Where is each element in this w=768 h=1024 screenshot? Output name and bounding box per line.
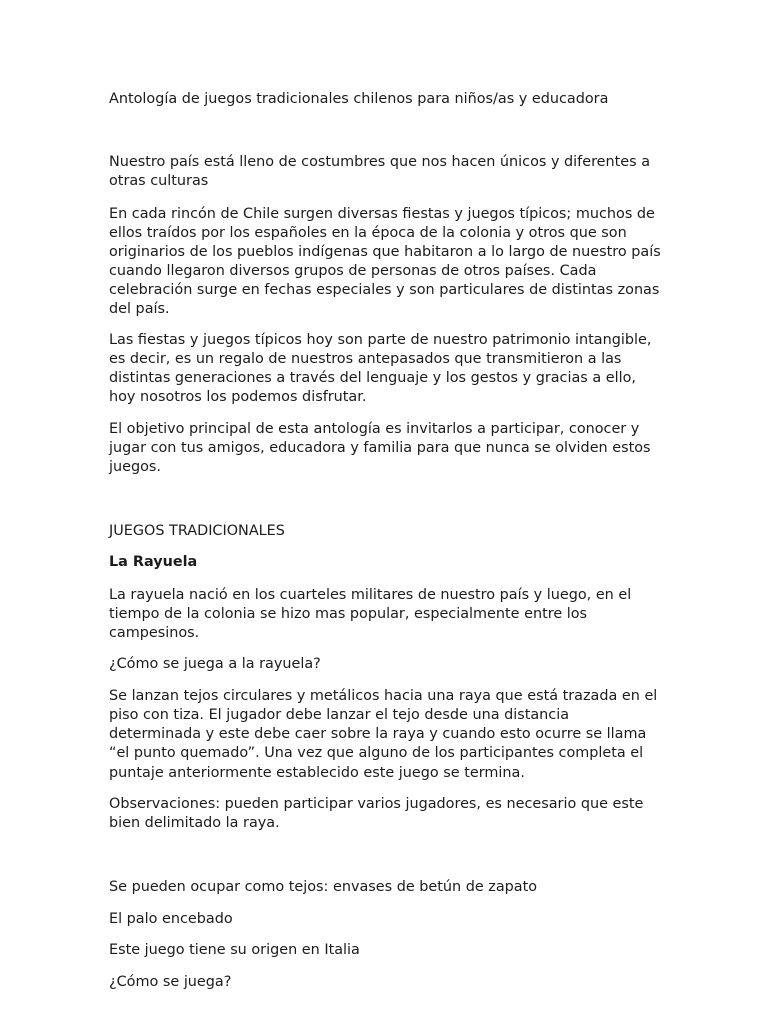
section-label: JUEGOS TRADICIONALES: [109, 523, 285, 539]
rayuela-tejos-note: Se pueden ocupar como tejos: envases de betún de zapato: [109, 879, 538, 895]
rayuela-history-line-2: tiempo de la colonia se hizo mas popular, especialmente entre los: [109, 606, 588, 622]
paragraph-3-line-3: juegos.: [109, 459, 161, 475]
palo-encebado-how-question: ¿Cómo se juega?: [109, 974, 232, 990]
rayuela-how-question: ¿Cómo se juega a la rayuela?: [109, 656, 321, 672]
rayuela-observations-line-2: bien delimitado la raya.: [109, 815, 280, 831]
rayuela-rules-line-2: piso con tiza. El jugador debe lanzar el tejo desde una distancia: [109, 707, 570, 723]
paragraph-1-line-6: del país.: [109, 301, 170, 317]
paragraph-2-line-3: distintas generaciones a través del lenguaje y los gestos y gracias a ello,: [109, 370, 636, 386]
paragraph-1-line-4: cuando llegaron diversos grupos de personas de otros países. Cada: [109, 263, 597, 279]
rayuela-rules-line-5: puntaje anteriormente establecido este juego se termina.: [109, 765, 525, 781]
rayuela-observations-line-1: Observaciones: pueden participar varios jugadores, es necesario que este: [109, 796, 644, 812]
paragraph-3-line-2: jugar con tus amigos, educadora y familia para que nunca se olviden estos: [109, 440, 651, 456]
intro-line-2: otras culturas: [109, 173, 209, 189]
palo-encebado-origin: Este juego tiene su origen en Italia: [109, 942, 360, 958]
rayuela-rules-line-1: Se lanzan tejos circulares y metálicos hacia una raya que está trazada en el: [109, 688, 658, 704]
rayuela-rules-line-4: “el punto quemado”. Una vez que alguno de los participantes completa el: [109, 745, 644, 761]
intro-line-1: Nuestro país está lleno de costumbres que nos hacen únicos y diferentes a: [109, 154, 651, 170]
rayuela-heading: La Rayuela: [109, 554, 198, 570]
paragraph-1-line-1: En cada rincón de Chile surgen diversas fiestas y juegos típicos; muchos de: [109, 206, 655, 222]
rayuela-rules-line-3: determinada y este debe caer sobre la raya y cuando esto ocurre se llama: [109, 726, 647, 742]
paragraph-2-line-4: hoy nosotros los podemos disfrutar.: [109, 389, 367, 405]
rayuela-history-line-1: La rayuela nació en los cuarteles militares de nuestro país y luego, en el: [109, 587, 632, 603]
paragraph-1-line-5: celebración surge en fechas especiales y son particulares de distintas zonas: [109, 282, 660, 298]
palo-encebado-title: El palo encebado: [109, 911, 233, 927]
paragraph-1-line-3: originarios de los pueblos indígenas que habitaron a lo largo de nuestro país: [109, 244, 661, 260]
document-title: Antología de juegos tradicionales chilenos para niños/as y educadora: [109, 91, 609, 107]
paragraph-3-line-1: El objetivo principal de esta antología es invitarlos a participar, conocer y: [109, 421, 640, 437]
paragraph-1-line-2: ellos traídos por los españoles en la época de la colonia y otros que son: [109, 225, 627, 241]
paragraph-2-line-1: Las fiestas y juegos típicos hoy son parte de nuestro patrimonio intangible,: [109, 332, 652, 348]
paragraph-2-line-2: es decir, es un regalo de nuestros antepasados que transmitieron a las: [109, 351, 622, 367]
rayuela-history-line-3: campesinos.: [109, 625, 200, 641]
